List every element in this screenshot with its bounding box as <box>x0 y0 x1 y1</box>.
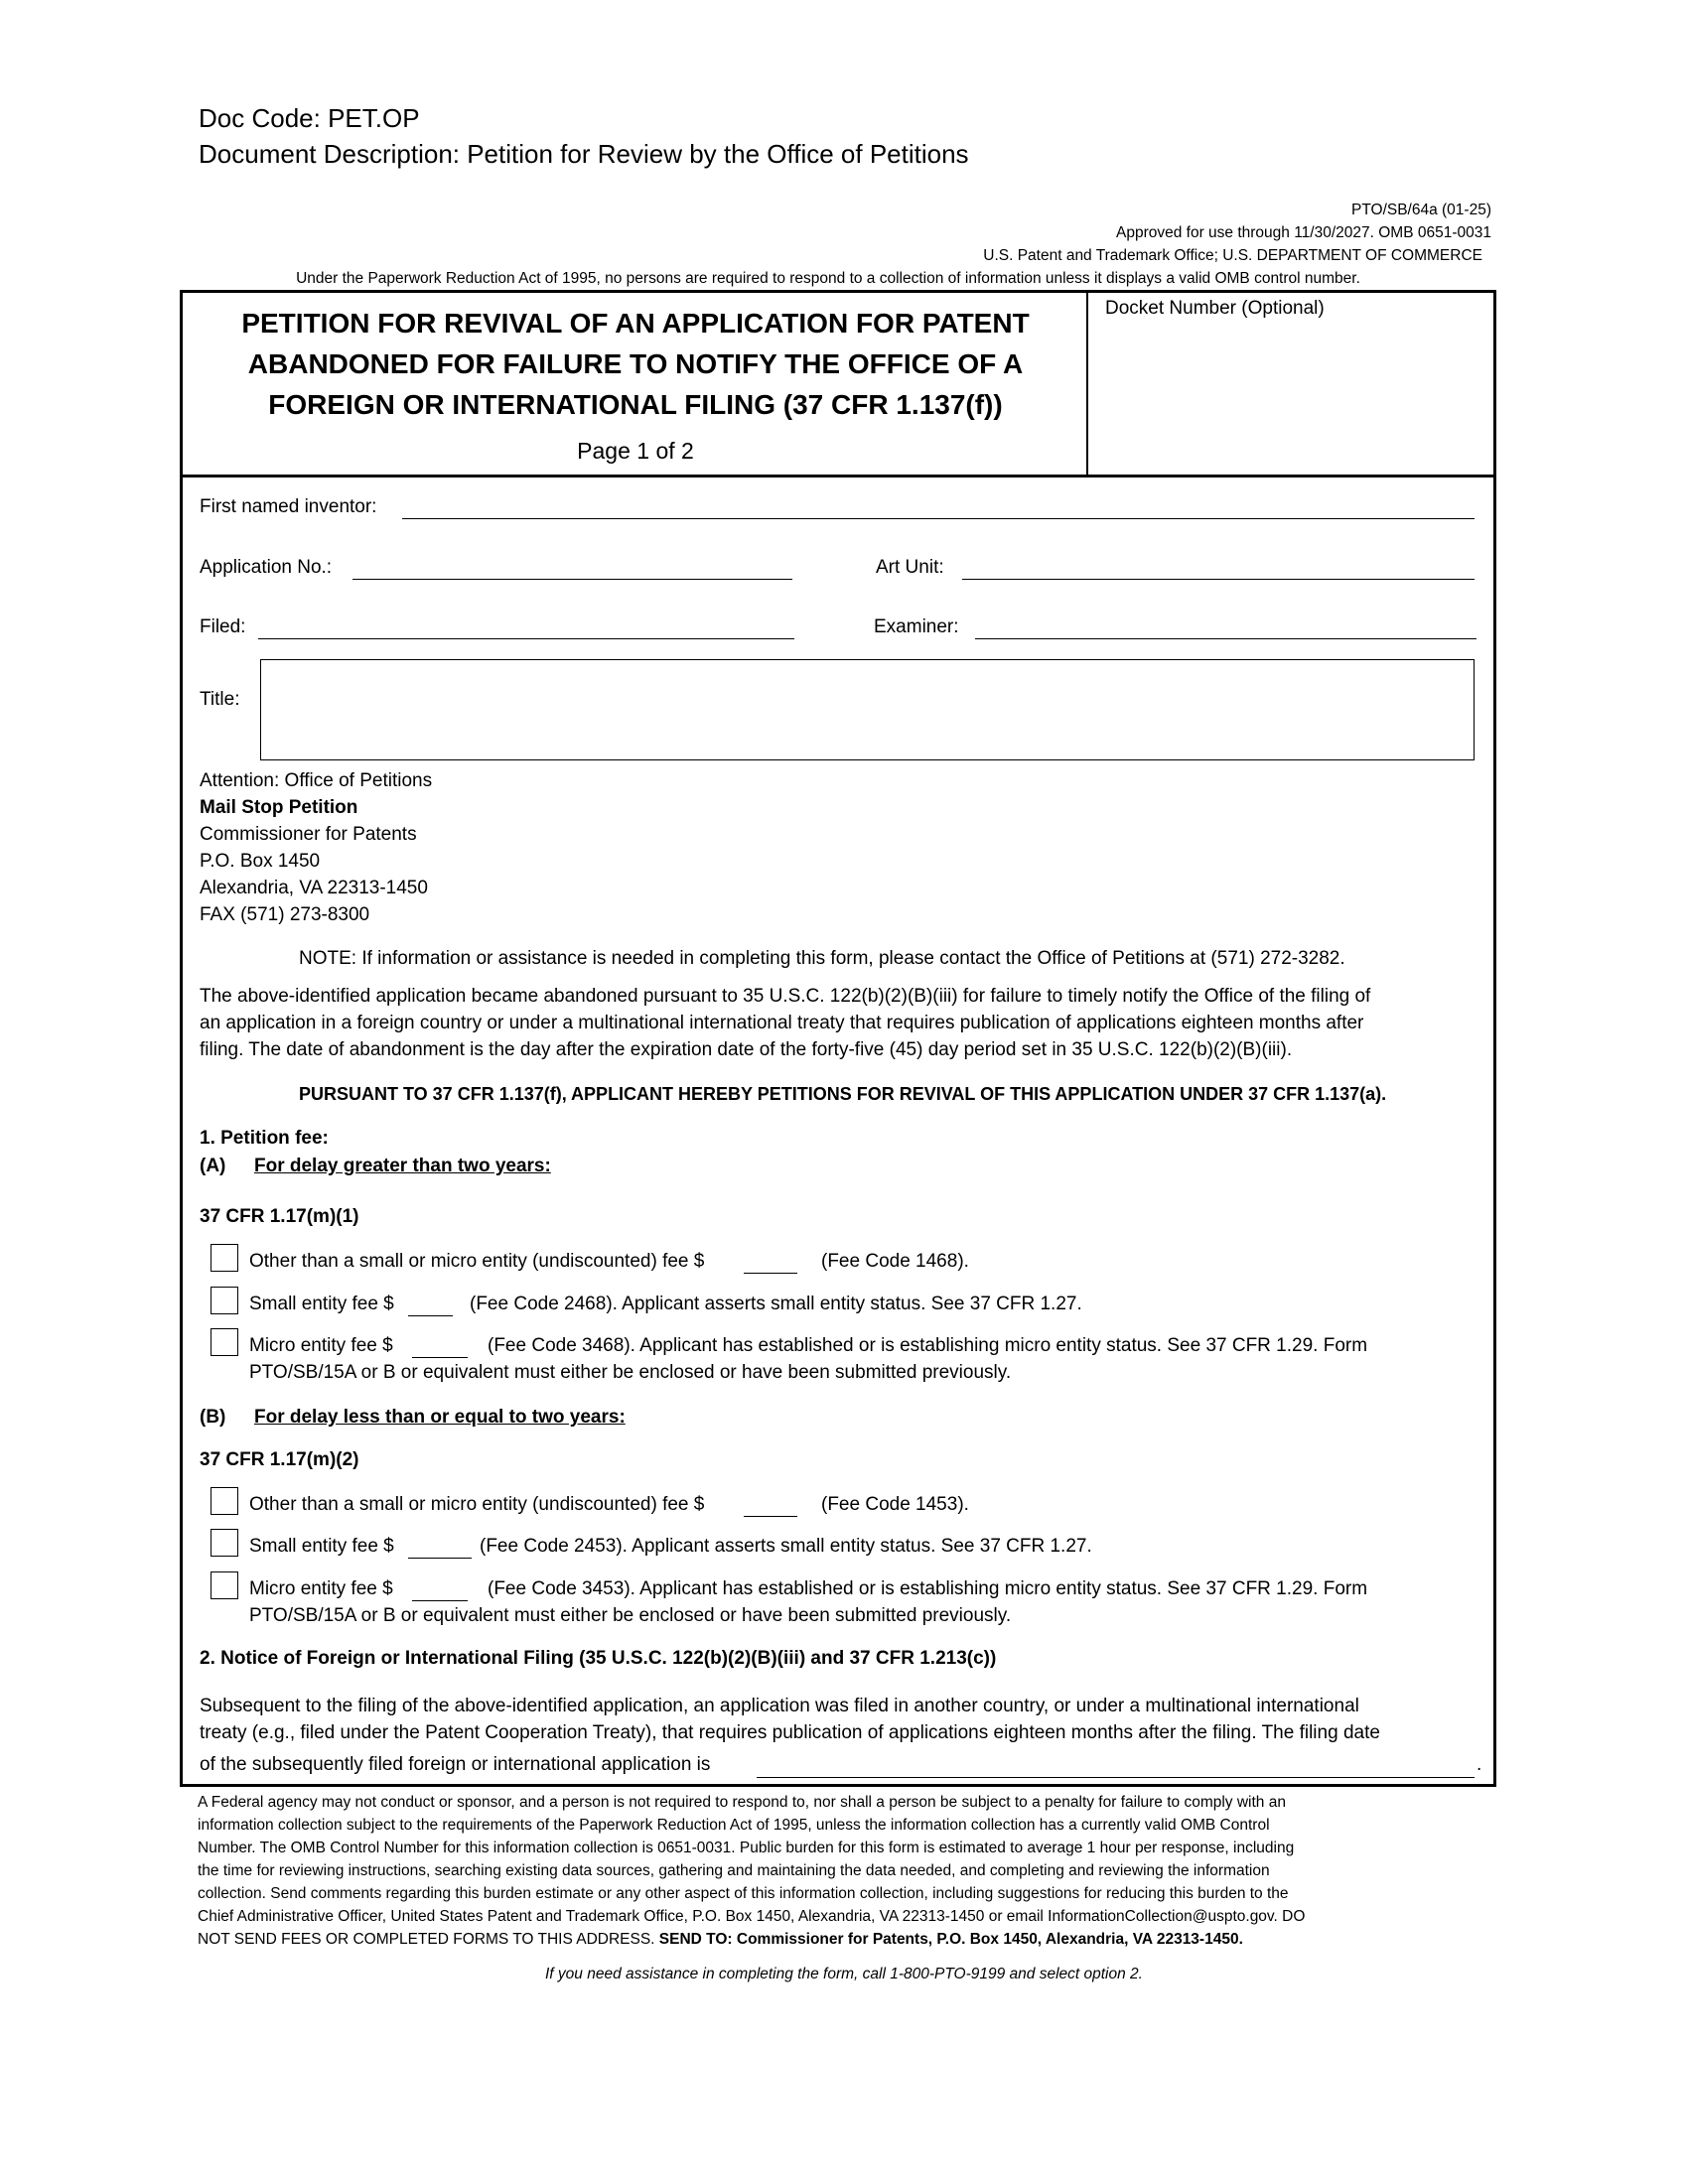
form-frame <box>180 290 1496 1787</box>
section-1a-rule: 37 CFR 1.17(m)(1) <box>200 1206 359 1227</box>
docket-number-label: Docket Number (Optional) <box>1105 298 1325 319</box>
fee-1453-amount[interactable] <box>744 1516 797 1517</box>
first-inventor-field[interactable] <box>402 518 1475 519</box>
doc-description: Document Description: Petition for Review by the Office of Petitions <box>199 139 969 169</box>
fee-3468-checkbox[interactable] <box>211 1328 238 1356</box>
paperwork-notice: Under the Paperwork Reduction Act of 1995, no persons are required to respond to a collection of information unless it displays a valid OMB control number. <box>296 270 1360 287</box>
fee-2453-code: (Fee Code 2453). Applicant asserts small entity status. See 37 CFR 1.27. <box>480 1536 1092 1557</box>
fee-3468-form-note: PTO/SB/15A or B or equivalent must either be enclosed or have been submitted previously. <box>249 1362 1012 1383</box>
fee-3468-code: (Fee Code 3468). Applicant has established or is establishing micro entity status. See 37 CFR 1.29. Form <box>488 1335 1368 1356</box>
section-1a-title: For delay greater than two years: <box>254 1156 551 1176</box>
fee-3468-amount[interactable] <box>412 1357 468 1358</box>
agency-line: U.S. Patent and Trademark Office; U.S. DEPARTMENT OF COMMERCE <box>983 247 1482 264</box>
fee-2468-amount[interactable] <box>408 1315 453 1316</box>
mail-stop-line: Mail Stop Petition <box>200 797 358 818</box>
section-2-line-1: Subsequent to the filing of the above-identified application, an application was filed in another country, or under a multinational international <box>200 1696 1359 1716</box>
burden-line-4: the time for reviewing instructions, searching existing data sources, gathering and maintaining the data needed, and completing and reviewing the information <box>198 1862 1270 1879</box>
po-box-line: P.O. Box 1450 <box>200 851 321 872</box>
omb-approval: Approved for use through 11/30/2027. OMB 0651-0031 <box>1115 224 1491 241</box>
first-inventor-label: First named inventor: <box>200 496 377 517</box>
section-1-heading: 1. Petition fee: <box>200 1128 329 1149</box>
fee-1453-label: Other than a small or micro entity (undiscounted) fee $ <box>249 1494 705 1515</box>
filed-field[interactable] <box>258 638 794 639</box>
form-title-line-3: FOREIGN OR INTERNATIONAL FILING (37 CFR 1.137(f)) <box>268 389 1003 420</box>
title-label: Title: <box>200 689 240 710</box>
intro-line-3: filing. The date of abandonment is the day after the expiration date of the forty-five (45) day period set in 35 U.S.C. 122(b)(2)(B)(iii). <box>200 1039 1293 1060</box>
title-field[interactable] <box>260 659 1475 760</box>
fee-2468-label: Small entity fee $ <box>249 1294 394 1314</box>
fee-1468-code: (Fee Code 1468). <box>821 1251 969 1272</box>
fee-1468-checkbox[interactable] <box>211 1244 238 1272</box>
form-title-line-1: PETITION FOR REVIVAL OF AN APPLICATION FOR PATENT <box>241 308 1030 339</box>
fee-2453-label: Small entity fee $ <box>249 1536 394 1557</box>
fee-2453-amount[interactable] <box>408 1558 472 1559</box>
section-2-line-3: of the subsequently filed foreign or international application is <box>200 1754 711 1775</box>
section-1b-title: For delay less than or equal to two years: <box>254 1407 626 1428</box>
fee-3453-code: (Fee Code 3453). Applicant has established or is establishing micro entity status. See 37 CFR 1.29. Form <box>488 1578 1368 1599</box>
fee-2468-checkbox[interactable] <box>211 1287 238 1314</box>
burden-line-1: A Federal agency may not conduct or sponsor, and a person is not required to respond to, nor shall a person be subject to a penalty for failure to comply with an <box>198 1794 1286 1811</box>
fee-2468-code: (Fee Code 2468). Applicant asserts small entity status. See 37 CFR 1.27. <box>470 1294 1082 1314</box>
doc-code: Doc Code: PET.OP <box>199 103 420 133</box>
application-no-field[interactable] <box>352 579 792 580</box>
fee-2453-checkbox[interactable] <box>211 1529 238 1557</box>
docket-number-field[interactable] <box>1092 328 1489 467</box>
attention-line: Attention: Office of Petitions <box>200 770 433 791</box>
burden-line-2: information collection subject to the requirements of the Paperwork Reduction Act of 1995, unless the information collection has a currently valid OMB Control <box>198 1817 1270 1834</box>
burden-line-6: Chief Administrative Officer, United States Patent and Trademark Office, P.O. Box 1450, Alexandria, VA 22313-1450 or email InformationCollection@uspto.gov. DO <box>198 1908 1306 1925</box>
send-to-address: SEND TO: Commissioner for Patents, P.O. Box 1450, Alexandria, VA 22313-1450. <box>658 1931 1243 1948</box>
assistance-phone-line: If you need assistance in completing the form, call 1-800-PTO-9199 and select option 2. <box>545 1966 1143 1982</box>
section-1b-rule: 37 CFR 1.17(m)(2) <box>200 1449 359 1470</box>
assistance-note: NOTE: If information or assistance is needed in completing this form, please contact the Office of Petitions at (571) 272-3282. <box>299 948 1345 969</box>
examiner-field[interactable] <box>975 638 1477 639</box>
fax-line: FAX (571) 273-8300 <box>200 904 370 925</box>
section-2-period: . <box>1477 1754 1482 1775</box>
fee-1453-checkbox[interactable] <box>211 1487 238 1515</box>
fee-3453-label: Micro entity fee $ <box>249 1578 393 1599</box>
intro-line-1: The above-identified application became abandoned pursuant to 35 U.S.C. 122(b)(2)(B)(iii) for failure to timely notify the Office of the filing of <box>200 986 1371 1007</box>
fee-3453-checkbox[interactable] <box>211 1571 238 1599</box>
pursuant-statement: PURSUANT TO 37 CFR 1.137(f), APPLICANT HEREBY PETITIONS FOR REVIVAL OF THIS APPLICATION UNDER 37 CFR 1.137(a). <box>299 1084 1387 1104</box>
fee-1453-code: (Fee Code 1453). <box>821 1494 969 1515</box>
fee-3468-label: Micro entity fee $ <box>249 1335 393 1356</box>
fee-3453-form-note: PTO/SB/15A or B or equivalent must either be enclosed or have been submitted previously. <box>249 1605 1012 1626</box>
form-title-line-2: ABANDONED FOR FAILURE TO NOTIFY THE OFFICE OF A <box>247 348 1024 379</box>
art-unit-field[interactable] <box>962 579 1475 580</box>
burden-line-5: collection. Send comments regarding this burden estimate or any other aspect of this information collection, including suggestions for reducing this burden to the <box>198 1885 1289 1902</box>
section-1b-label: (B) <box>200 1407 226 1428</box>
form-number: PTO/SB/64a (01-25) <box>1350 202 1491 218</box>
fee-3453-amount[interactable] <box>412 1600 468 1601</box>
section-1a-label: (A) <box>200 1156 226 1176</box>
commissioner-line: Commissioner for Patents <box>200 824 417 845</box>
intro-line-2: an application in a foreign country or under a multinational international treaty that requires publication of applications eighteen months after <box>200 1013 1364 1033</box>
city-line: Alexandria, VA 22313-1450 <box>200 878 428 898</box>
examiner-label: Examiner: <box>874 616 959 637</box>
application-no-label: Application No.: <box>200 557 333 578</box>
title-separator <box>183 475 1493 478</box>
filed-label: Filed: <box>200 616 246 637</box>
fee-1468-amount[interactable] <box>744 1273 797 1274</box>
art-unit-label: Art Unit: <box>876 557 944 578</box>
section-2-line-2: treaty (e.g., filed under the Patent Cooperation Treaty), that requires publication of applications eighteen months after the filing. The filing date <box>200 1722 1380 1743</box>
section-2-heading: 2. Notice of Foreign or International Filing (35 U.S.C. 122(b)(2)(B)(iii) and 37 CFR 1.213(c)) <box>200 1648 997 1669</box>
foreign-filing-date-field[interactable] <box>757 1777 1475 1778</box>
burden-line-7: NOT SEND FEES OR COMPLETED FORMS TO THIS ADDRESS. <box>198 1931 659 1948</box>
fee-1468-label: Other than a small or micro entity (undiscounted) fee $ <box>249 1251 705 1272</box>
burden-line-3: Number. The OMB Control Number for this information collection is 0651-0031. Public burden for this form is estimated to average 1 hour per response, including <box>198 1840 1295 1856</box>
page-number: Page 1 of 2 <box>577 438 694 464</box>
